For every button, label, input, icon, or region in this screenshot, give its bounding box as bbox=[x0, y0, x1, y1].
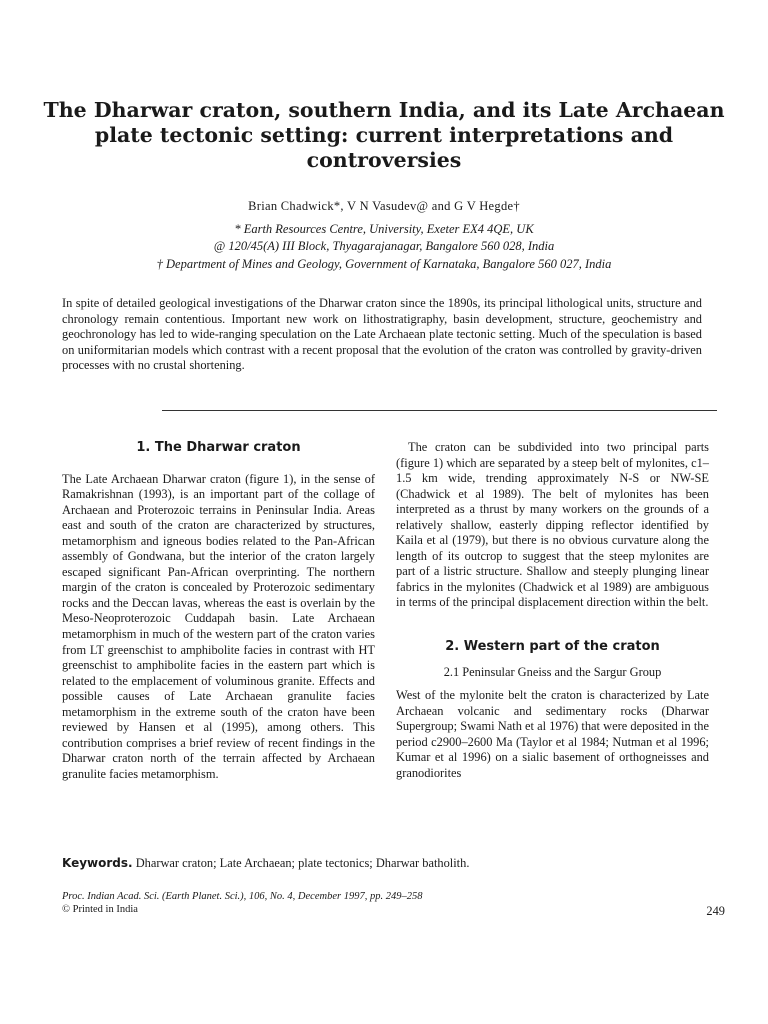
affiliation-1: * Earth Resources Centre, University, Exeter EX4 4QE, UK bbox=[234, 222, 534, 236]
left-column bbox=[62, 440, 375, 782]
right-column bbox=[396, 440, 709, 781]
journal-line: Proc. Indian Acad. Sci. (Earth Planet. Sci.), 106, No. 4, December 1997, pp. 249–258 bbox=[62, 891, 423, 902]
section-2-heading: 2. Western part of the craton bbox=[445, 639, 660, 655]
section-1-heading: 1. The Dharwar craton bbox=[136, 440, 301, 455]
keywords-line bbox=[62, 856, 722, 871]
paper-title: The Dharwar craton, southern India, and its Late Archaean plate tectonic setting: current interpretations and controversies bbox=[43, 98, 725, 172]
section-2-1-paragraph: West of the mylonite belt the craton is characterized by Late Archaean volcanic and sedimentary rocks (Dharwar Supergroup; Swami Nath et al 1976) that were deposited in the period c2900–2600 Ma (Taylor et al 1984; Nutman et al 1996; Kumar et al 1996) on a sialic basement of orthogneisses and granodiorites bbox=[396, 688, 709, 780]
paper-authors: Brian Chadwick*, V N Vasudev@ and G V Hegde† bbox=[248, 199, 520, 213]
page-number: 249 bbox=[706, 904, 725, 918]
section-1-paragraph-1: The Late Archaean Dharwar craton (figure 1), in the sense of Ramakrishnan (1993), is an important part of the collage of Archaean and Proterozoic terrains in Peninsular India. Areas east and south of the craton are characterized by structures, metamorphism and igneous bodies related to the Pan-African assembly of Gondwana, but the interior of the craton largely escaped significant Pan-African overprinting. The northern margin of the craton is concealed by Proterozoic sedimentary rocks and the Deccan lavas, whereas the east is overlain by the Meso-Neoproterozoic Cuddapah basin. Late Archaean metamorphism in much of the western part of the craton varies from LT greenschist to amphibolite facies in contrast with HT greenschist to amphibolite facies in the eastern part which is related to the emplacement of voluminous granite. Effects and possible causes of Late Archaean granulite facies metamorphism in the extreme south of the craton have been reviewed by Hansen et al (1995), among others. This contribution comprises a brief review of recent findings in the Dharwar craton north of the terrain affected by Archaean granulite facies metamorphism. bbox=[62, 471, 375, 781]
section-1-paragraph-2: The craton can be subdivided into two principal parts (figure 1) which are separated by a steep belt of mylonites, c1–1.5 km wide, trending approximately N-S or NW-SE (Chadwick et al 1989). The belt of mylonites has been interpreted as a thrust by many workers on the grounds of a relatively shallow, easterly dipping reflector identified by Kaila et al (1979), but there is no obvious curvature along the length of its outcrop to suggest that the steep mylonites are part of a listric structure. Shallow and steeply plunging linear fabrics in the mylonites (Chadwick et al 1989) are ambiguous in terms of the principal displacement direction within the belt. bbox=[396, 440, 709, 610]
divider-rule bbox=[162, 410, 717, 411]
abstract: In spite of detailed geological investigations of the Dharwar craton since the 1890s, its principal lithological units, structure and chronology remain contentious. Important new work on lithostratigraphy, basin development, structure, geochemistry and geochronology has led to wide-ranging speculation on the Late Archaean plate tectonic setting. Much of the speculation is based on uniformitarian models which contrast with a recent proposal that the evolution of the craton was controlled by gravity-driven processes with no crustal shortening. bbox=[62, 296, 702, 373]
affiliation-2: @ 120/45(A) III Block, Thyagarajanagar, Bangalore 560 028, India bbox=[213, 239, 555, 253]
keywords-text: Dharwar craton; Late Archaean; plate tectonics; Dharwar batholith. bbox=[135, 856, 470, 870]
keywords-label: Keywords. bbox=[62, 856, 133, 870]
printed-line: © Printed in India bbox=[62, 904, 138, 915]
journal-citation bbox=[62, 890, 562, 916]
section-2-1-heading: 2.1 Peninsular Gneiss and the Sargur Group bbox=[443, 664, 662, 679]
affiliation-3: † Department of Mines and Geology, Government of Karnataka, Bangalore 560 027, India bbox=[156, 257, 612, 271]
